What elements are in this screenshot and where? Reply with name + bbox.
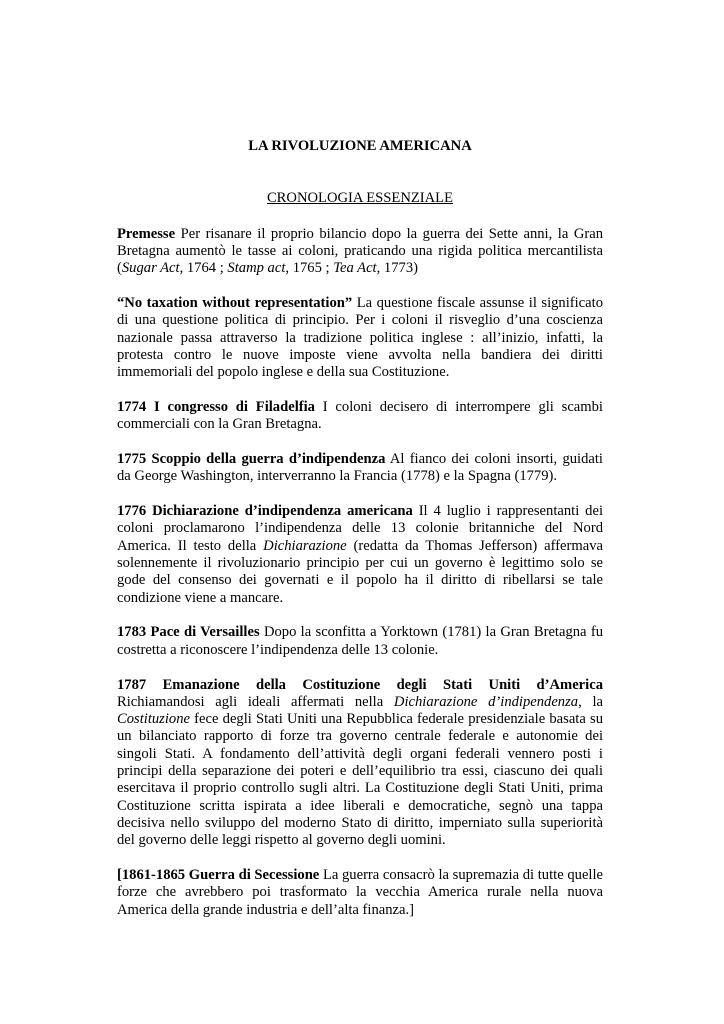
- paragraph-heading: “No taxation without representation”: [117, 294, 353, 311]
- paragraph-heading: [1861-1865 Guerra di Secessione: [117, 867, 320, 883]
- body-text: Il 4 luglio i rappresentanti dei coloni proclamarono l’indipendenza delle 13 colonie britanniche del Nord America. Il testo della: [117, 503, 603, 554]
- document-title: LA RIVOLUZIONE AMERICANA: [248, 138, 472, 154]
- document-subtitle: CRONOLOGIA ESSENZIALE: [266, 190, 454, 207]
- paragraph: [117, 624, 603, 659]
- paragraph: [117, 677, 603, 850]
- paragraph: [117, 295, 603, 381]
- paragraph: [117, 226, 603, 278]
- body-text: Per risanare il proprio bilancio dopo la guerra dei Sette anni, la Gran Bretagna aumentò le tasse ai coloni, praticando una rigida politica mercantilista (: [117, 225, 603, 277]
- body-text: La guerra consacrò la supremazia di tutte quelle forze che avrebbero poi trasformato la vecchia America rurale nella nuova America della grande industria e dell’alta finanza.]: [117, 867, 604, 918]
- body-text: Richiamandosi agli ideali affermati nella: [117, 693, 394, 710]
- body-text: , la: [578, 693, 603, 710]
- paragraph: [117, 399, 603, 434]
- body-text: , 1773): [376, 260, 418, 277]
- body-text: La questione fiscale assunse il significato di una questione politica di principio. Per i coloni il risveglio d’una coscienza nazionale passa attraverso la tradizione politica inglese : all’inizio, infatti, la protesta contro le nuove imposte viene avvolta nella bandiera dei diritti immemoriali del popolo inglese e della sua Costituzione.: [117, 294, 603, 381]
- italic-text: Dichiarazione d’indipendenza: [393, 693, 579, 710]
- body-text: fece degli Stati Uniti una Repubblica federale presidenziale basata su un bilanciato rapporto di forze tra governo centrale federale e autonomie dei singoli Stati. A fondamento dell’attività degli organi federali vennero posti i principi della separazione dei poteri e dell’equilibrio tra essi, ciascuno dei quali esercitava il proprio controllo sugli altri. La Costituzione degli Stati Uniti, prima Costituzione scritta ispirata a idee liberali e democratiche, segnò una tappa decisiva nello sviluppo del moderno Stato di diritto, imperniato sulla superiorità del governo delle leggi rispetto al governo degli uomini.: [117, 711, 603, 849]
- paragraph: [117, 503, 603, 607]
- body-text: Dopo la sconfitta a Yorktown (1781) la Gran Bretagna fu costretta a riconoscere l’indipendenza delle 13 colonie.: [117, 624, 603, 658]
- paragraph-heading: 1776 Dichiarazione d’indipendenza americana: [117, 503, 413, 520]
- italic-text: Costituzione: [117, 711, 190, 728]
- paragraph: [117, 451, 603, 486]
- paragraph-heading: Premesse: [117, 225, 176, 242]
- paragraph-list: [117, 226, 603, 919]
- document-page: [117, 138, 603, 936]
- italic-text: Tea Act: [333, 260, 377, 277]
- italic-text: Sugar Act: [121, 260, 180, 277]
- paragraph: [117, 867, 603, 919]
- paragraph-heading: 1774 I congresso di Filadelfia: [117, 398, 315, 415]
- body-text: , 1764 ;: [179, 260, 228, 277]
- body-text: Al fianco dei coloni insorti, guidati da George Washington, interverranno la Francia (1778) e la Spagna (1779).: [117, 451, 603, 485]
- body-text: (redatta da Thomas Jefferson) affermava solennemente il rivoluzionario principio per cui un governo è legittimo solo se gode del consenso dei governati e il popolo ha il diritto di ribellarsi se tale condizione viene a mancare.: [117, 537, 603, 606]
- body-text: , 1765 ;: [285, 260, 334, 277]
- italic-text: Stamp act: [227, 260, 286, 277]
- body-text: I coloni decisero di interrompere gli scambi commerciali con la Gran Bretagna.: [117, 398, 603, 433]
- paragraph-heading: 1775 Scoppio della guerra d’indipendenza: [117, 451, 386, 468]
- paragraph-heading: 1783 Pace di Versailles: [117, 624, 260, 641]
- paragraph-heading: 1787 Emanazione della Costituzione degli Stati Uniti d’America: [117, 676, 603, 693]
- italic-text: Dichiarazione: [263, 537, 347, 554]
